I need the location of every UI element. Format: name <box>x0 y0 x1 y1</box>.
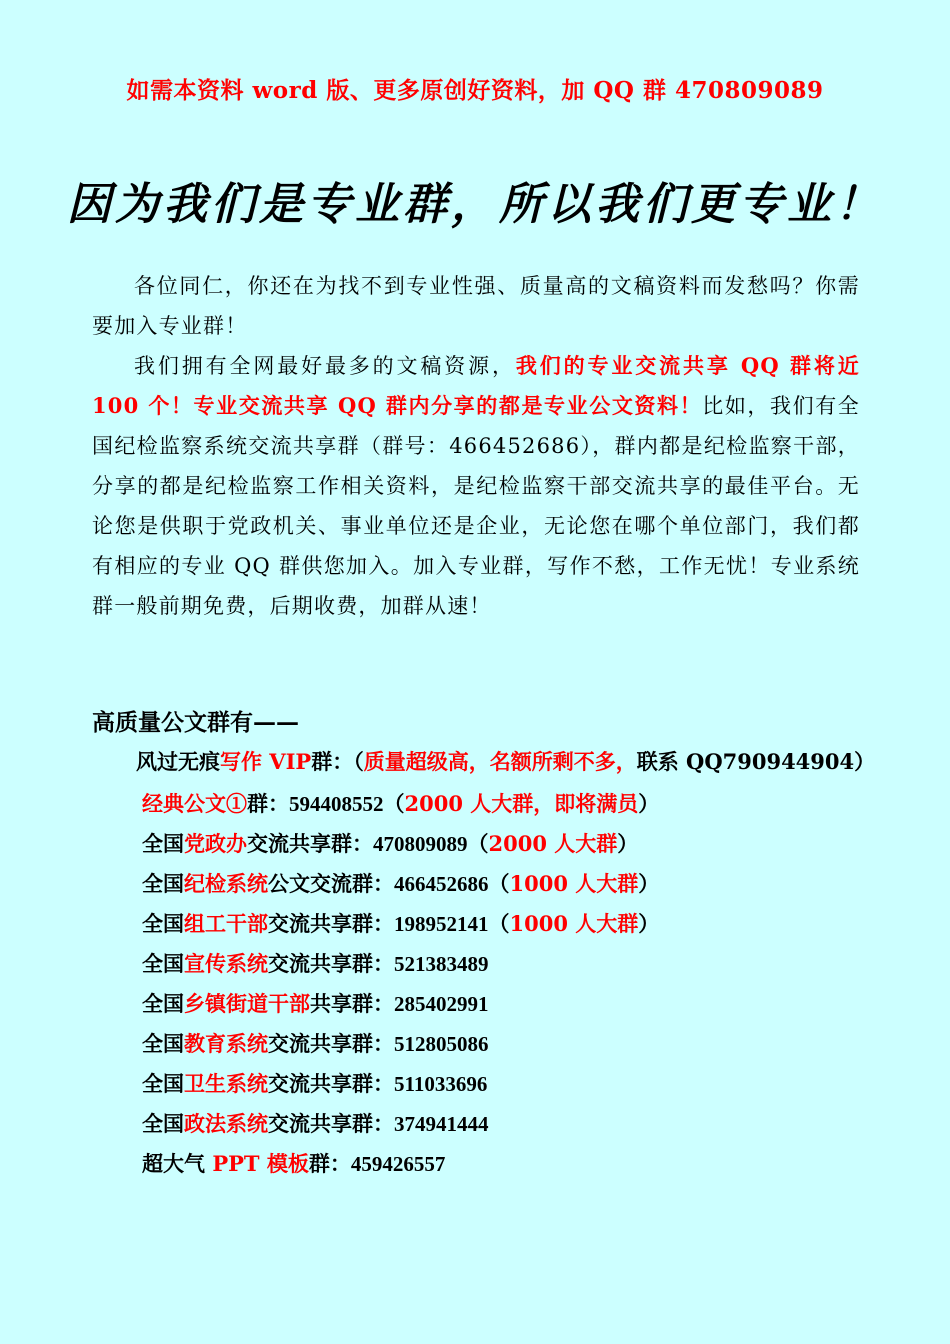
top-banner: 如需本资料 word 版、更多原创好资料，加 QQ 群 470809089 <box>126 77 824 104</box>
group-prefix: 全国 <box>142 1111 184 1136</box>
intro-p2-end: 比如，我们有全国纪检监察系统交流共享群（群号：466452686），群内都是纪检监察干部，分享的都是纪检监察工作相关资料，是纪检监察干部交流共享的最佳平台。无论您是供职于党政机关、事业单位还是企业，无论您在哪个单位部门，我们都有相应的专业 QQ 群供您加入。加入专业群，写作不愁，工作无忧！专业系统群一般前期免费，后期收费，加群从速！ <box>92 394 860 618</box>
group-number: 466452686 <box>394 872 489 896</box>
group-list-item <box>142 986 659 1026</box>
group-list-item <box>142 786 659 826</box>
group-list-item <box>142 826 659 866</box>
group-category: 宣传系统 <box>184 951 268 976</box>
group-number: 198952141 <box>394 912 489 936</box>
group-note: 2000 人大群，即将满员 <box>404 791 639 816</box>
intro-paragraph-2 <box>92 346 860 626</box>
group-number: 285402991 <box>394 992 489 1016</box>
group-category: 教育系统 <box>184 1031 268 1056</box>
group-prefix: 超大气 <box>142 1151 213 1176</box>
group-suffix: 交流共享群： <box>268 951 394 976</box>
group-category: 政法系统 <box>184 1111 268 1136</box>
group-suffix: 交流共享群： <box>268 911 394 936</box>
group-category: PPT 模板 <box>212 1151 309 1176</box>
group-number: 594408552 <box>289 792 384 816</box>
group-note-open: （ <box>383 791 405 816</box>
group-number: 459426557 <box>350 1152 446 1176</box>
group-number: 521383489 <box>394 952 489 976</box>
vip-part-c: 群：（ <box>311 749 364 774</box>
group-note-close: ） <box>638 911 660 936</box>
group-suffix: 公文交流群： <box>268 871 394 896</box>
intro-text <box>92 266 860 626</box>
group-prefix: 全国 <box>142 831 184 856</box>
group-note: 1000 人大群 <box>509 911 639 936</box>
group-number: 470809089 <box>373 832 468 856</box>
group-category: 组工干部 <box>184 911 268 936</box>
group-list-item <box>142 1106 659 1146</box>
vip-part-e: 联系 QQ790944904） <box>636 749 876 774</box>
group-note-open: （ <box>488 871 510 896</box>
group-note-open: （ <box>488 911 510 936</box>
vip-part-b: 写作 VIP <box>220 749 312 774</box>
group-suffix: 交流共享群： <box>247 831 373 856</box>
group-list-item <box>142 866 659 906</box>
group-category: 党政办 <box>184 831 247 856</box>
group-number: 511033696 <box>394 1072 488 1096</box>
group-note-close: ） <box>638 871 660 896</box>
group-category: 纪检系统 <box>184 871 268 896</box>
group-prefix: 全国 <box>142 911 184 936</box>
group-note: 2000 人大群 <box>488 831 618 856</box>
group-category: 乡镇街道干部 <box>184 991 310 1016</box>
group-suffix: 群： <box>247 791 289 816</box>
group-category: 卫生系统 <box>184 1071 268 1096</box>
group-note-close: ） <box>617 831 639 856</box>
group-note: 1000 人大群 <box>509 871 639 896</box>
group-note-open: （ <box>467 831 489 856</box>
group-category: 经典公文① <box>142 791 247 816</box>
group-prefix: 全国 <box>142 1031 184 1056</box>
vip-part-d: 质量超级高，名额所剩不多， <box>363 749 637 774</box>
group-suffix: 交流共享群： <box>268 1071 394 1096</box>
group-list-item <box>142 1066 659 1106</box>
group-list <box>142 786 659 1186</box>
intro-p2-highlight: 我们的专业交流共享 QQ 群将近 100 个！专业交流共享 QQ 群内分享的都是专业公文资料！ <box>92 353 860 418</box>
group-suffix: 交流共享群： <box>268 1031 394 1056</box>
group-prefix: 全国 <box>142 991 184 1016</box>
slogan-heading: 因为我们是专业群，所以我们更专业！ <box>67 179 883 230</box>
group-prefix: 全国 <box>142 951 184 976</box>
group-list-item <box>142 1146 659 1186</box>
vip-part-a: 风过无痕 <box>136 749 220 774</box>
group-list-item <box>142 1026 659 1066</box>
group-number: 512805086 <box>394 1032 489 1056</box>
group-number: 374941444 <box>394 1112 489 1136</box>
intro-paragraph-1: 各位同仁，你还在为找不到专业性强、质量高的文稿资料而发愁吗？你需要加入专业群！ <box>92 274 860 338</box>
group-prefix: 全国 <box>142 1071 184 1096</box>
intro-p2-start: 我们拥有全网最好最多的文稿资源， <box>134 354 516 378</box>
group-prefix: 全国 <box>142 871 184 896</box>
vip-group-line <box>136 746 875 776</box>
group-list-title: 高质量公文群有—— <box>92 709 299 736</box>
group-suffix: 交流共享群： <box>268 1111 394 1136</box>
group-list-item <box>142 906 659 946</box>
group-suffix: 共享群： <box>310 991 394 1016</box>
group-suffix: 群： <box>308 1151 351 1176</box>
group-note-close: ） <box>638 791 660 816</box>
group-list-item <box>142 946 659 986</box>
